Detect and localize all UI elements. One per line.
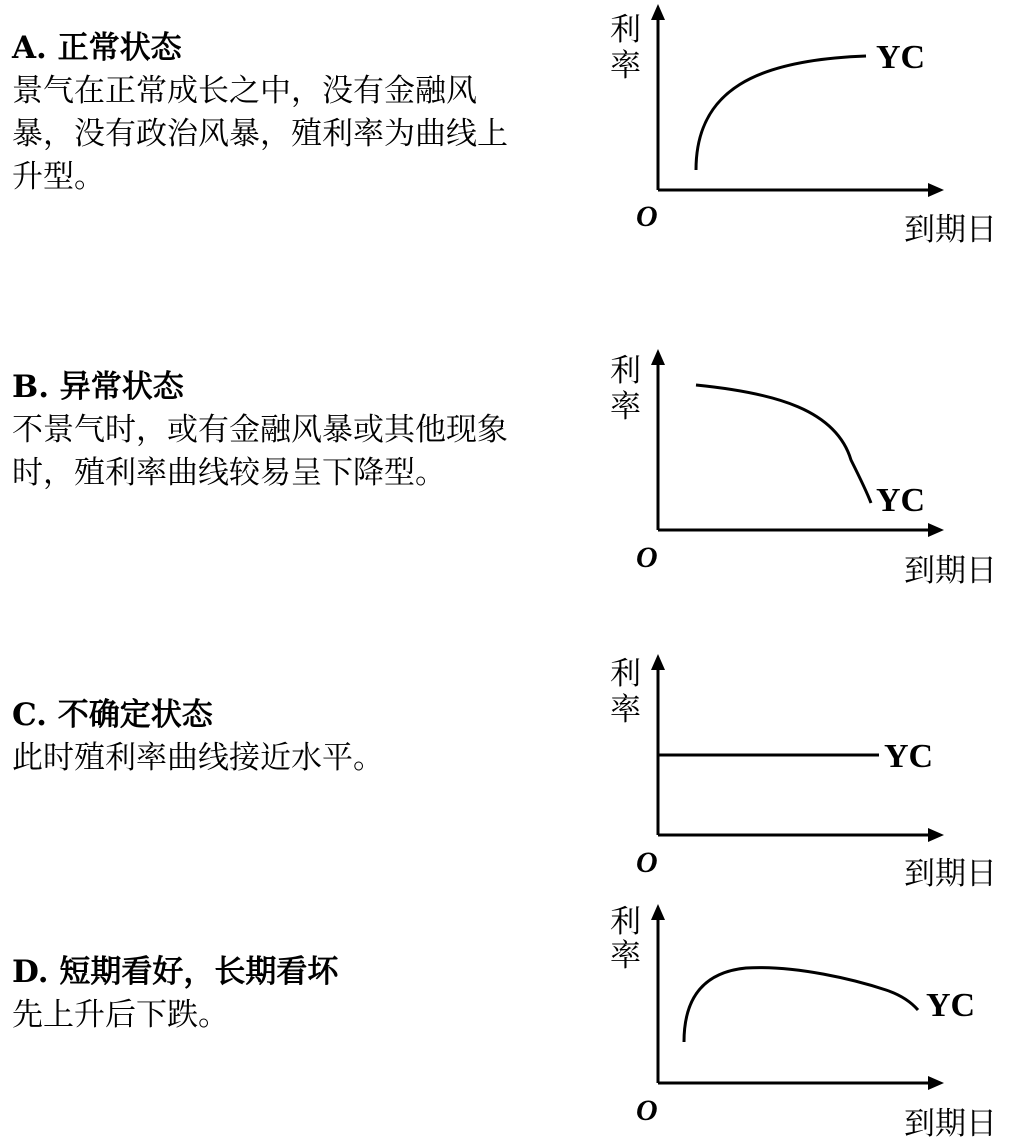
section-b (0, 345, 1015, 615)
yc-label: YC (876, 39, 926, 76)
yield-curve-humped-graph (596, 900, 1015, 1144)
x-axis-label: 到期日 (904, 212, 997, 248)
section-c-text (12, 695, 532, 780)
section-d-title: D. 短期看好，长期看坏 (12, 954, 339, 990)
y-axis-arrow (651, 654, 665, 670)
y-axis-label-1: 利 (610, 904, 641, 940)
section-d (0, 900, 1015, 1144)
section-c-title: C. 不确定状态 (12, 697, 213, 733)
section-c (0, 650, 1015, 900)
section-a-description: 景气在正常成长之中，没有金融风暴，没有政治风暴，殖利率为曲线上升型。 (12, 73, 508, 195)
yc-label: YC (884, 738, 934, 775)
yield-curve-humped (684, 968, 918, 1042)
origin-label: O (636, 1094, 658, 1127)
yield-curve-downward (696, 385, 871, 503)
y-axis-label-2: 率 (610, 692, 641, 728)
y-axis-label-2: 率 (610, 389, 641, 425)
origin-label: O (636, 200, 658, 233)
section-a-text (12, 28, 532, 199)
y-axis-label-1: 利 (610, 353, 641, 389)
y-axis-label-1: 利 (610, 656, 641, 692)
origin-label: O (636, 846, 658, 879)
y-axis-label-2: 率 (610, 938, 641, 974)
section-a (0, 0, 1015, 290)
section-a-title: A. 正常状态 (12, 30, 182, 66)
section-b-description: 不景气时，或有金融风暴或其他现象时，殖利率曲线较易呈下降型。 (12, 412, 508, 491)
section-d-description: 先上升后下跌。 (12, 997, 229, 1033)
yield-curve-flat-graph (596, 650, 1015, 895)
section-b-title: B. 异常状态 (12, 369, 184, 405)
x-axis-label: 到期日 (904, 856, 997, 892)
y-axis-arrow (651, 904, 665, 920)
yield-curve-downward-graph (596, 345, 1015, 595)
yield-curve-upward (696, 56, 866, 170)
x-axis-label: 到期日 (904, 553, 997, 589)
section-d-text (12, 952, 532, 1037)
x-axis-label: 到期日 (904, 1106, 997, 1142)
origin-label: O (636, 541, 658, 574)
yc-label: YC (876, 482, 926, 519)
x-axis-arrow (928, 1076, 944, 1090)
y-axis-arrow (651, 349, 665, 365)
section-c-description: 此时殖利率曲线接近水平。 (12, 740, 384, 776)
y-axis-label-2: 率 (610, 48, 641, 84)
x-axis-arrow (928, 523, 944, 537)
y-axis-arrow (651, 4, 665, 20)
x-axis-arrow (928, 828, 944, 842)
y-axis-label-1: 利 (610, 12, 641, 48)
section-b-text (12, 367, 532, 495)
yc-label: YC (926, 987, 976, 1024)
yield-curve-upward-graph (596, 0, 1015, 260)
x-axis-arrow (928, 183, 944, 197)
